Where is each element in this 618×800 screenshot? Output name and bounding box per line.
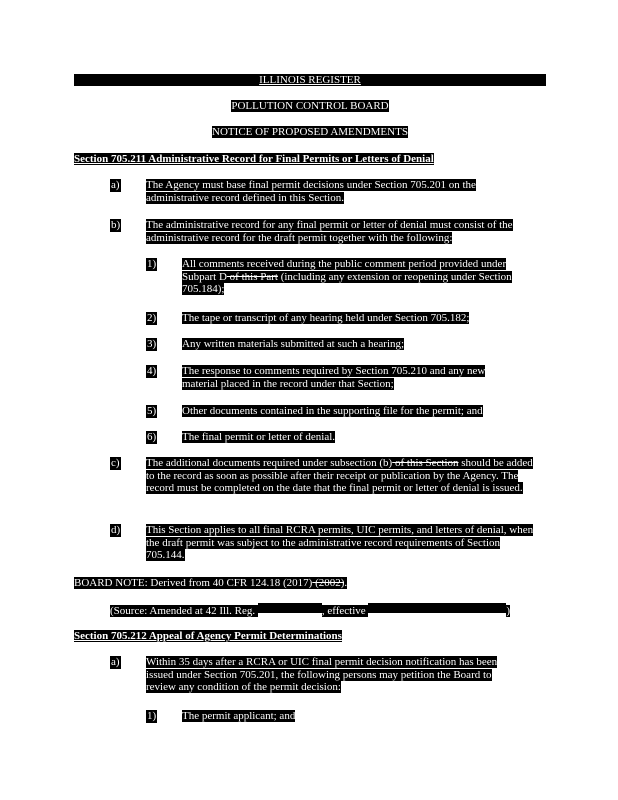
item-b2-text: The tape or transcript of any hearing held under Section 705.182; xyxy=(182,312,470,324)
item-c-text: The additional documents required under subsection (b) of this Section should be added to the record as soon as possible after their receipt or publication by the Agency. The record must be completed on the date that the final permit or letter of denial is issued. xyxy=(146,457,533,495)
item-a-label: a) xyxy=(111,179,120,191)
notice-title: NOTICE OF PROPOSED AMENDMENTS xyxy=(212,126,408,138)
item-212a-text: Within 35 days after a RCRA or UIC final permit decision notification has been issued under Section 705.201, the following persons may petition the Board to review any condition of the permit decision: xyxy=(146,656,498,694)
item-b4-text: The response to comments required by Section 705.210 and any new material placed in the record under that Section; xyxy=(182,365,486,390)
section-212-heading: Section 705.212 Appeal of Agency Permit Determinations xyxy=(74,630,342,642)
item-b5-label: 5) xyxy=(147,405,157,417)
item-b1-label: 1) xyxy=(147,258,157,270)
section-211-heading: Section 705.211 Administrative Record for Final Permits or Letters of Denial xyxy=(74,153,434,165)
item-a-text: The Agency must base final permit decisions under Section 705.201 on the administrative record defined in this Section. xyxy=(146,179,476,204)
item-d-label: d) xyxy=(111,524,121,536)
item-b2-label: 2) xyxy=(147,312,157,324)
item-b5-text: Other documents contained in the supporting file for the permit; and xyxy=(182,405,483,417)
board-note: BOARD NOTE: Derived from 40 CFR 124.18 (2017) (2002). xyxy=(74,577,348,589)
agency-title: POLLUTION CONTROL BOARD xyxy=(231,100,389,112)
item-c-label: c) xyxy=(111,457,120,469)
item-b1-text: All comments received during the public comment period provided under Subpart D of this Part (including any extension or reopening under Section 705.184); xyxy=(182,258,512,296)
source-note: (Source: Amended at 42 Ill. Reg. , effective ) xyxy=(110,605,511,617)
source-effective-blank xyxy=(368,603,506,614)
item-b3-label: 3) xyxy=(147,338,157,350)
item-b-label: b) xyxy=(111,219,121,231)
item-212a-label: a) xyxy=(111,656,120,668)
item-b3-text: Any written materials submitted at such a hearing; xyxy=(182,338,405,350)
source-register-blank xyxy=(258,603,322,614)
item-212a1-label: 1) xyxy=(147,710,157,722)
item-212a1-text: The permit applicant; and xyxy=(182,710,296,722)
register-title: ILLINOIS REGISTER xyxy=(259,74,361,86)
item-b6-text: The final permit or letter of denial. xyxy=(182,431,336,443)
item-b-text: The administrative record for any final permit or letter of denial must consist of the administrative record for the draft permit together with the following: xyxy=(146,219,513,244)
item-b6-label: 6) xyxy=(147,431,157,443)
item-b4-label: 4) xyxy=(147,365,157,377)
item-d-text: This Section applies to all final RCRA permits, UIC permits, and letters of denial, when the draft permit was subject to the administrative record requirements of Section 705.144. xyxy=(146,524,534,562)
